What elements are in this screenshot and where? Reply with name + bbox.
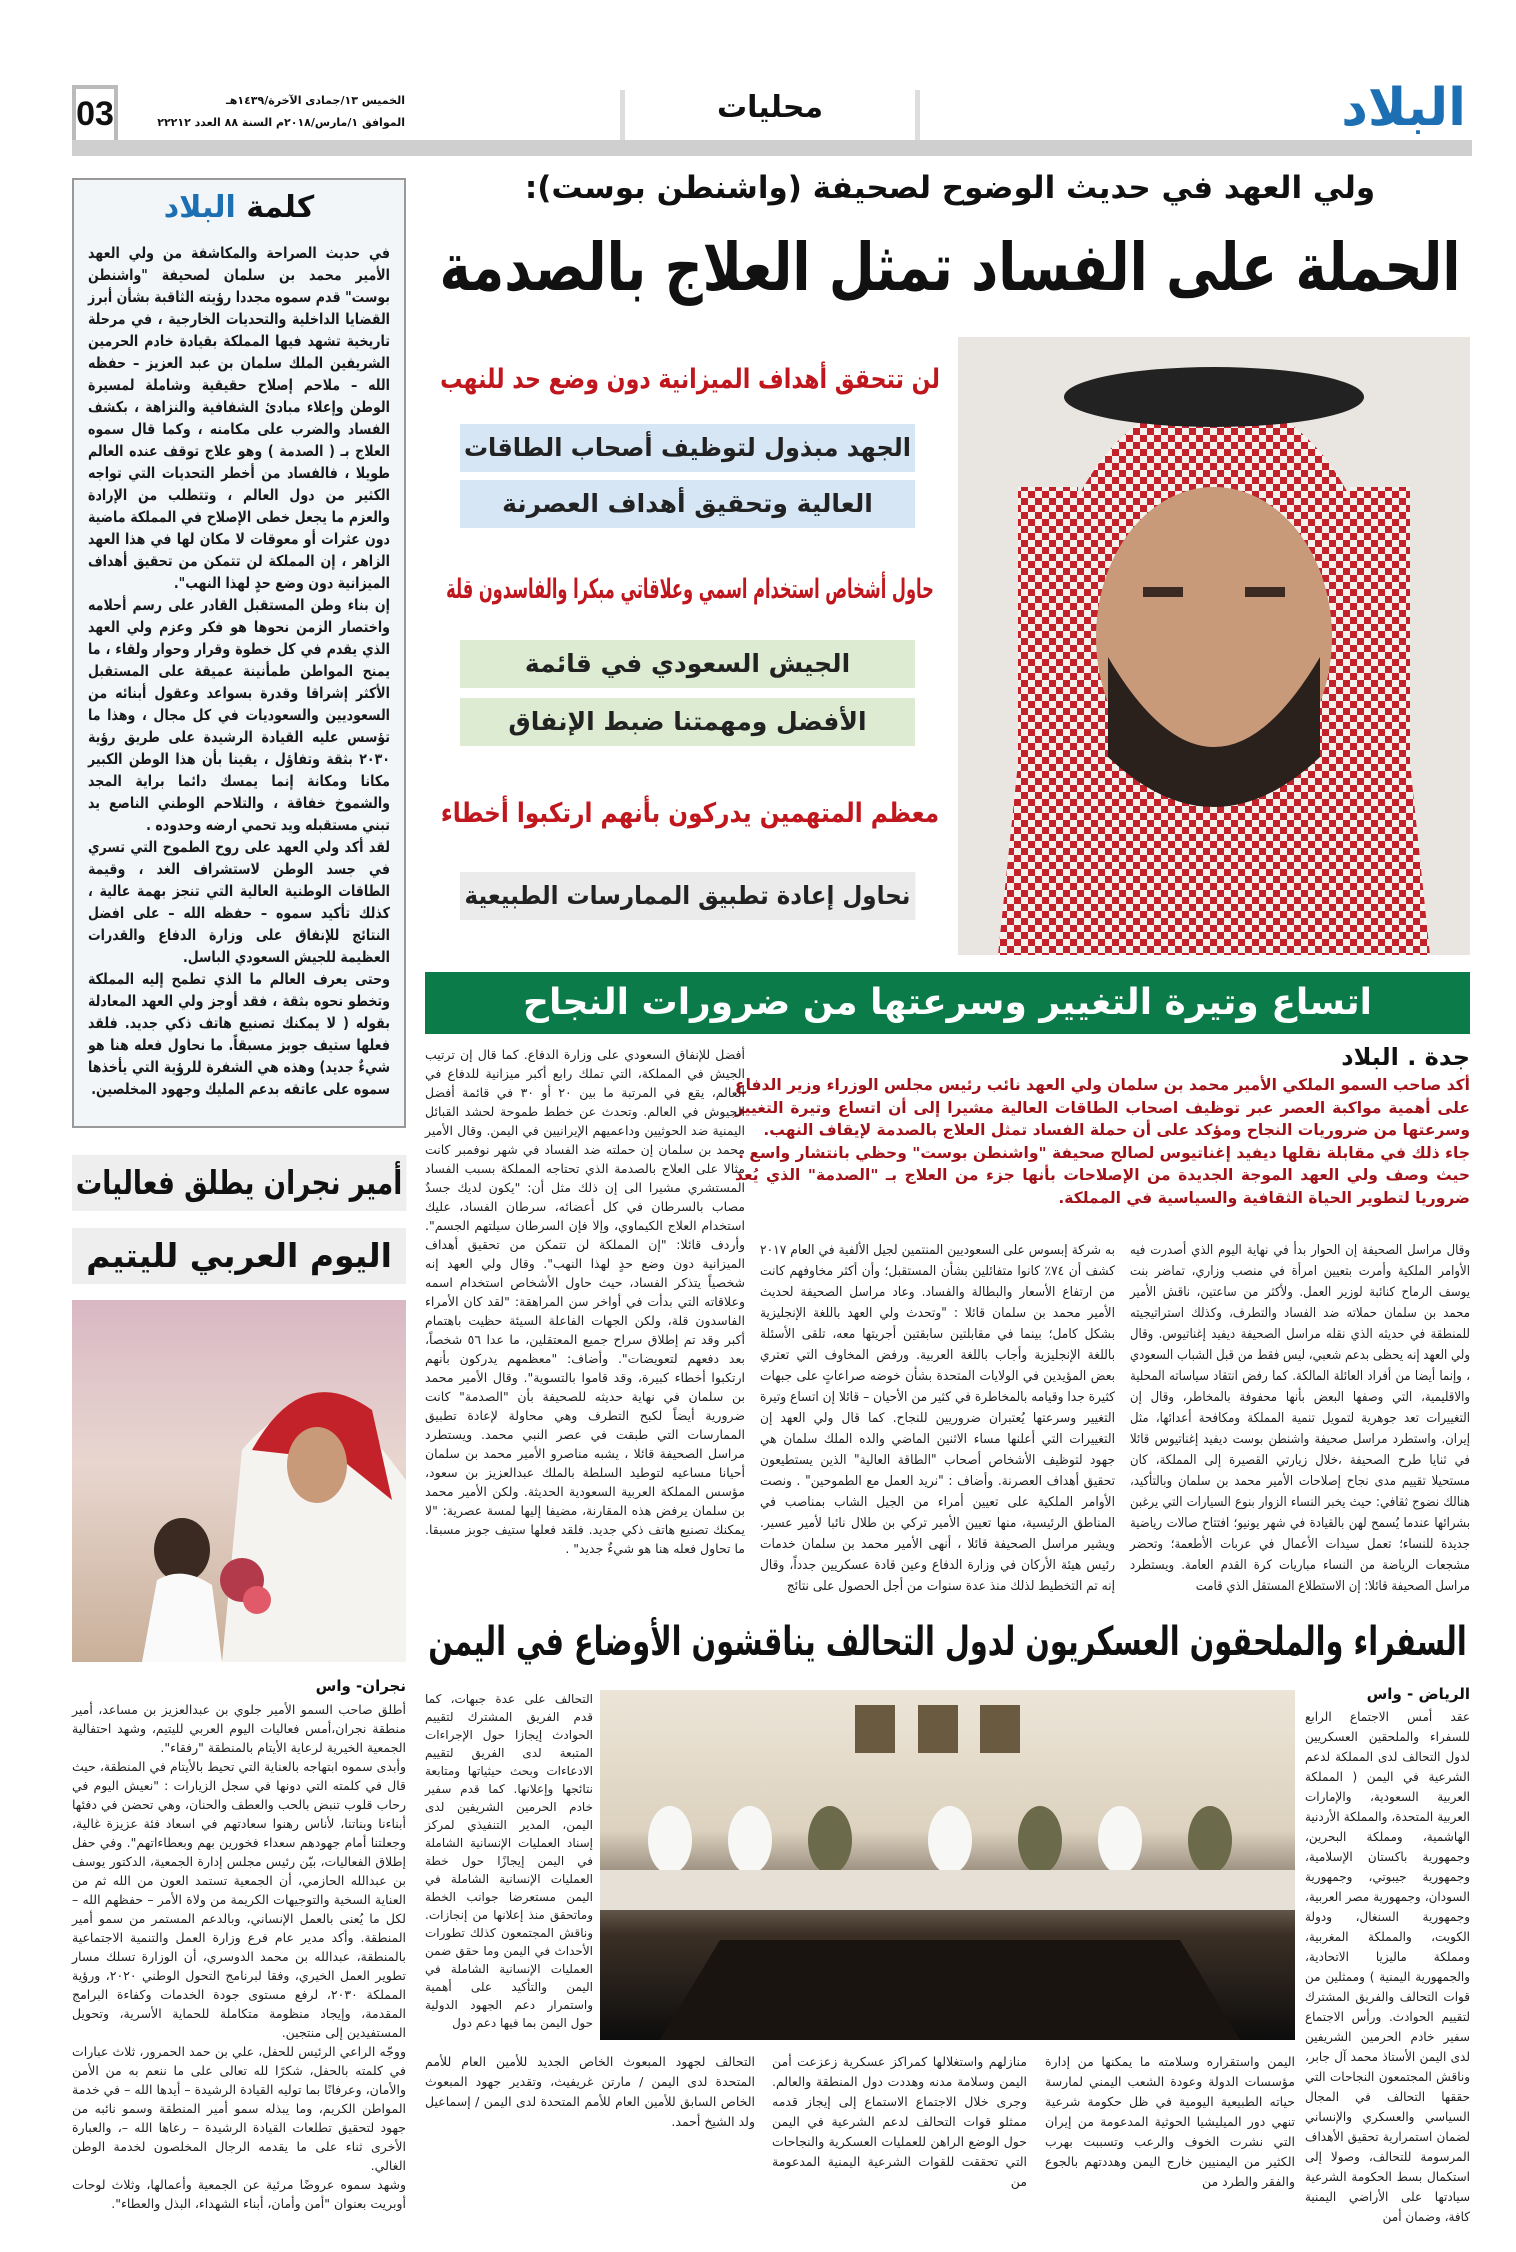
story-column: وقال مراسل الصحيفة إن الحوار بدأ في نهاية اليوم الذي أصدرت فيه الأوامر الملكية وأمرت بتعيين امرأة في منصب وزاري، تماضر بنت يوسف الرماح كنائبة لوزير العمل. ولأكثر من ساعتين، ناقش الأمير محمد بن سلمان حملاته ضد الفساد والتطرف، وكذلك استراتيجيته للمنطقة في حديثه الذي نقله مراسل الصحيفة ديفيد إغناتيوس. وقال ولي العهد إنه يحظى بدعم شعبي، ليس فقط من قبل الشباب السعودي ، وإنما أيضا من أفراد العائلة المالكة. كما رفض انتقاد سياساته المحلية والاقليمية، التي وصفها البعض بأنها محفوفة بالمخاطر، وقال إن التغييرات تعد جوهرية لتمويل تنمية المملكة ومكافحة أعدائها، مثل إيران. واستطرد مراسل صحيفة واشنطن بوست ديفيد إغناتيوس قائلا في ثنايا طرح الصحيفة ،خلال زيارتي القصيرة إلى المملكة، كان مستحيلا تقييم مدى نجاح إصلاحات الأمير محمد بن سلمان وبالتأكيد، هنالك نضوج ثقافي: حيث يخبر النساء الزوار بنوع السيارات التي يرغبن بشرائها عندما يُسمح لهن بالقيادة في شهر يونيو؛ افتتاح صالات رياضية جديدة للنساء؛ تعمل سيدات الأعمال في عربات الأطعمة؛ وتحضر مشجعات الرياضة من النساء مباريات كرة القدم العامة. ويستطرد مراسل الصحيفة قائلا: إن الاستطلاع المستقل الذي قامت <box>1130 1243 1470 1594</box>
coalition-meeting-photo <box>600 1690 1295 2040</box>
story-banner: اتساع وتيرة التغيير وسرعتها من ضرورات النجاح <box>425 972 1470 1034</box>
editorial-box <box>72 178 406 1128</box>
date-issue: الموافق ١/مارس/٢٠١٨م السنة ٨٨ العدد ٢٢٢١٢ <box>157 116 405 129</box>
editorial-body <box>88 242 390 1100</box>
editorial-title-word: كلمة <box>246 190 315 225</box>
main-headline: الحملة على الفساد تمثل العلاج بالصدمة <box>439 229 1461 306</box>
najran-dateline: نجران- واس <box>315 1677 406 1695</box>
najran-headline-1: أمير نجران يطلق فعاليات <box>72 1155 406 1211</box>
najran-paragraph: وأبدى سموه ابتهاجه بالعناية التي تحيط بالأيتام في المنطقة، حيث قال في كلمته التي دونها في سجل الزيارات : "نعيش اليوم في رحاب قلوب تنبض بالحب والعطف والحنان، وهي تحضن في دفئها أبناءنا وبناتنا، لأناس رهنوا سعادتهم في اسعاد فئة عزيزة غالية، وجعلتنا أمام جهودهم سعداء فخورين بهم وبعطاءاتهم". وفي حفل إطلاق الفعاليات، بيّن رئيس مجلس إدارة الجمعية، الدكتور يوسف بن عبدالله الحازمي، أن الجمعية تستمد العون من الله ثم من العناية السخية والتوجيهات الكريمة من ولاة الأمر – حفظهم الله – لكل ما يُعنى بالعمل الإنساني، وبالدعم المستمر من سمو أمير المنطقة. وأكد مدير عام فرع وزارة العمل والتنمية الاجتماعية بالمنطقة، عبدالله بن محمد الدوسري، أن الوزارة تسلك مسار تطوير العمل الخيري، وفقا لبرنامج التحول الوطني ٢٠٢٠، ورؤية المملكة ٢٠٣٠، لرفع مستوى جودة الخدمات وكفاءة البرامج المقدمة، وإيجاد منظومة متكاملة للحماية الأسرية، وتحويل المستفيدين إلى منتجين. <box>72 1759 406 2040</box>
coalition-column: عقد أمس الاجتماع الرابع للسفراء والملحقين العسكريين لدول التحالف لدى المملكة لدعم الشرعية في اليمن ( المملكة العربية السعودية، والإمارات العربية المتحدة، والمملكة الأردنية الهاشمية، ومملكة البحرين، وجمهورية باكستان الإسلامية، وجمهورية جيبوتي، وجمهورية السودان، وجمهورية مصر العربية، وجمهورية السنغال، ودولة الكويت، والمملكة المغربية، ومملكة ماليزيا الاتحادية، والجمهورية اليمنية ) وممثلين من قوات التحالف والفريق المشترك لتقييم الحوادث. ورأس الاجتماع سفير خادم الحرمين الشريفين لدى اليمن الأستاذ محمد آل جابر، وناقش المجتمعون النجاحات التي حققها التحالف في المجال السياسي والعسكري والإنساني لضمان استمرارية تحقيق الأهداف المرسومة للتحالف، وصولا إلى استكمال بسط الحكومة الشرعية سيادتها على الأراضي اليمنية كافة، وضمان أمن <box>1305 1709 1470 2224</box>
story-column: به شركة إبسوس على السعوديين المنتمين لجيل الألفية في العام ٢٠١٧ كشف أن ٧٤٪ كانوا متفائلين بشأن المستقبل؛ وأن أكثر مخاوفهم كانت من ارتفاع الأسعار والبطالة والفساد. وعاد مراسل الصحيفة لحديث الأمير محمد بن سلمان قائلا : "وتحدث ولي العهد باللغة الإنجليزية بشكل كامل؛ بينما في مقابلتين سابقتين أجريتها معه، تلقى الأسئلة باللغة الإنجليزية وأجاب باللغة العربية. ورفض المخاوف التي تعتري بعض المؤيدين في الولايات المتحدة بشأن خوضه صراعاتٍ على جبهات كثيرة جدا وقيامه بالمخاطرة في كثير من الأحيان – قائلا إن اتساع وتيرة التغيير وسرعتها يُعتبران ضروريين للنجاح. كما قال ولي العهد إن التغييرات التي أعلنها مساء الاثنين الماضي والده الملك سلمان هي جهود لتوظيف الأشخاص أصحاب "الطاقة العالية" الذين يستطيعون تحقيق أهداف العصرنة. وأضاف : "نريد العمل مع الطموحين" . ونصت الأوامر الملكية على تعيين أمراء من الجيل الشاب بمناصب في المناطق الرئيسية، منها تعيين الأمير تركي بن طلال نائبا لأمير عسير. ويشير مراسل الصحيفة قائلا ، أنهى الأمير محمد بن سلمان خدمات رئيس هيئة الأركان في وزارة الدفاع وعين قادة عسكريين جدداً، وقال إنه تم التخطيط لذلك منذ عدة سنوات من أجل الحصول على نتائج <box>760 1243 1115 1594</box>
najran-paragraph: ووجّه الراعي الرئيس للحفل، علي بن حمد الحمرور، ثلاث عبارات في كلمته بالحفل، شكرًا لله تعالى على ما ننعم به من الأمن والأمان، وعرفانًا بما توليه القيادة الرشيدة – أيدها الله – في خدمة المواطن الكريم، وما يبذله سمو أمير المنطقة وسمو نائبه من جهود لتحقيق تطلعات القيادة الرشيدة – رعاها الله –، والعبارة الأخرى ثناء على ما يقدمه الرجال المخلصون لخدمة الوطن الغالي. <box>72 2044 406 2173</box>
pull-quote: معظم المتهمين يدركون بأنهم ارتكبوا أخطاء <box>440 798 940 829</box>
editorial-logo: البلاد <box>163 190 236 225</box>
story-dateline: جدة . البلاد <box>1341 1043 1470 1071</box>
coalition-column: التحالف على عدة جبهات، كما قدم الفريق المشترك لتقييم الحوادث إيجازا حول الإجراءات المتبعة لدى الفريق لتقييم الادعاءات وبحث حيثياتها ومتابعة نتائجها وإعلانها. كما قدم سفير خادم الحرمين الشريفين لدى اليمن، المدير التنفيذي لمركز إسناد العمليات الإنسانية الشاملة في اليمن إيجازًا حول خطة العمليات الإنسانية الشاملة في اليمن مستعرضا جوانب الخطة وماتحقق منذ إعلانها من إنجازات. وناقش المجتمعون كذلك تطورات الأحداث في اليمن وما حقق ضمن العمليات الإنسانية الشاملة في اليمن والتأكيد على أهمية واستمرار دعم الجهود الدولية حول اليمن بما فيها دعم دول <box>425 1692 593 2030</box>
section-title: محليات <box>620 90 920 140</box>
story-lead <box>735 1074 1470 1209</box>
lead-paragraph: أكد صاحب السمو الملكي الأمير محمد بن سلمان ولي العهد نائب رئيس مجلس الوزراء وزير الدفاع على أهمية مواكبة العصر عبر توظيف اصحاب الطاقات العالية مشيرا إلى أن اتساع وتيرة التغيير وسرعتها من ضروريات النجاح ومؤكد على أن حملة الفساد تمثل العلاج بالصدمة لإيقاف النهب. <box>735 1076 1470 1139</box>
pull-quote-box: الأفضل ومهمتنا ضبط الإنفاق <box>460 698 915 746</box>
najran-body <box>72 1700 406 2213</box>
pull-quote-box: نحاول إعادة تطبيق الممارسات الطبيعية <box>460 872 915 920</box>
date-hijri: الخميس ١٣/جمادى الآخرة/١٤٣٩هـ <box>225 94 405 107</box>
main-kicker: ولي العهد في حديث الوضوح لصحيفة (واشنطن بوست): <box>524 170 1376 206</box>
lead-paragraph: حيث وصف ولي العهد الموجة الجديدة من الإصلاحات بأنها جزء من العلاج بـ "الصدمة" الذي يُعد ضروريا لتطوير الحياة الثقافية والسياسية في المملكة. <box>735 1166 1470 1207</box>
najran-event-photo <box>72 1300 406 1662</box>
najran-paragraph: أطلق صاحب السمو الأمير جلوي بن عبدالعزيز بن مساعد، أمير منطقة نجران،أمس فعاليات اليوم العربي لليتيم، وشهد احتفالية الجمعية الخيرية لرعاية الأيتام بالمنطقة "رفقاء". <box>72 1702 406 1755</box>
editorial-paragraph: لقد أكد ولي العهد على روح الطموح التي تسري في جسد الوطن لاستشراف الغد ، وقيمة الطاقات الوطنية العالية التي تنجز بهمة عالية ، كذلك تأكيد سموه – حفظه الله – على افضل النتائج للإنفاق على وزارة الدفاع والقدرات العظيمة للجيش السعودي الباسل. <box>88 838 390 966</box>
coalition-dateline: الرياض - واس <box>1366 1685 1470 1703</box>
editorial-paragraph: إن بناء وطن المستقبل القادر على رسم أحلامه واختصار الزمن نحوها هو فكر وعزم ولي العهد الذي يقدم في كل خطوة وقرار وحوار ولقاء ، ما يمنح المواطن طمأنينة عميقة على المستقبل الأكثر إشراقا وقدرة بسواعد وعقول أبنائه من السعوديين والسعوديات في كل مجال ، وهذا ما تؤسس عليه القيادة الرشيدة على طريق رؤية ٢٠٣٠ بثقة وتفاؤل ، يقينا بأن هذا الوطن الكبير مكانا ومكانة إنما يمسك دائما براية المجد والشموخ خفاقة ، والتلاحم الوطني الناصع يد تبني مستقبله ويد تحمي ارضه وحدوده . <box>88 596 390 834</box>
pull-quote-box: العالية وتحقيق أهداف العصرنة <box>460 480 915 528</box>
coalition-column: اليمن واستقراره وسلامته ما يمكنها من إدارة مؤسسات الدولة وعودة الشعب اليمني لمارسة حياته الطبيعية اليومية في ظل حكومة شرعية تنهي دور الميليشيا الحوثية المدعومة من إيران التي نشرت الخوف والرعب وتسببت بهرب الكثير من اليمنيين خارج اليمن وهددتهم بالجوع والفقر والطرد من <box>1045 2054 1295 2189</box>
editorial-paragraph: وحتى يعرف العالم ما الذي تطمح إليه المملكة وتخطو نحوه بثقة ، فقد أوجز ولي العهد المعادلة بقوله ( لا يمكنك تصنيع هاتف ذكي جديد. فلقد فعلها ستيف جوبز مسبقاً. ما نحاول فعله هنا هو شيءٌ جديد) وهذه هي الشفرة للرؤية التي يأخذها سموه على عاتقه بدعم المليك وجهود المخلصين. <box>88 970 390 1098</box>
coalition-column: التحالف لجهود المبعوث الخاص الجديد للأمين العام للأمم المتحدة لدى اليمن / مارتن غريفيث، وتقدير جهود المبعوث الخاص السابق للأمين العام للأمم المتحدة لدى اليمن / إسماعيل ولد الشيخ أحمد. <box>425 2054 755 2129</box>
pull-quote: حاول أشخاص استخدام اسمي وعلاقاتي مبكرا والفاسدون قلة <box>446 574 934 605</box>
issue-date <box>125 90 405 134</box>
coalition-column: منازلهم واستغلالها كمراكز عسكرية زعزعت أمن اليمن وسلامة مدنه وهددت دول المنطقة والعالم. وجرى خلال الاجتماع الاستماع إلى إيجاز قدمه ممثلو قوات التحالف لدعم الشرعية في اليمن حول الوضع الراهن للعمليات العسكرية والنجاحات التي تحققت للقوات الشرعية اليمنية المدعومة من <box>772 2054 1027 2189</box>
pull-quote-box: الجيش السعودي في قائمة <box>460 640 915 688</box>
editorial-title <box>74 188 404 228</box>
header-divider <box>72 140 1472 156</box>
pull-quote-box: الجهد مبذول لتوظيف أصحاب الطاقات <box>460 424 915 472</box>
page-number: 03 <box>72 85 118 140</box>
lead-paragraph: جاء ذلك في مقابلة نقلها ديفيد إغناتيوس لصالح صحيفة "واشنطن بوست" وحظي بانتشار واسع . <box>738 1143 1470 1162</box>
coalition-headline: السفراء والملحقون العسكريون لدول التحالف يناقشون الأوضاع في اليمن <box>428 1619 1467 1665</box>
newspaper-logo: البلاد <box>1341 78 1466 138</box>
najran-headline-2: اليوم العربي لليتيم <box>72 1228 406 1284</box>
pull-quote: لن تتحقق أهداف الميزانية دون وضع حد للنهب <box>440 364 940 395</box>
crown-prince-photo <box>958 337 1470 955</box>
editorial-paragraph: في حديث الصراحة والمكاشفة من ولي العهد الأمير محمد بن سلمان لصحيفة "واشنطن بوست" قدم سموه مجددا رؤيته الثاقبة بشأن أبرز القضايا الداخلية والتحديات الخارجية ، في مرحلة تاريخية تشهد فيها المملكة بقيادة خادم الحرمين الشريفين الملك سلمان بن عبد العزيز – حفظه الله – ملاحم إصلاح حقيقية وشاملة لمسيرة الوطن وإعلاء مبادئ الشفافية والنزاهة ، بكشف الفساد والضرب على مكامنه ، وكما قال سموه العلاج بـ ( الصدمة ) وهو علاج توقف عنده العالم طويلا ، فالفساد من أخطر التحديات التي تواجه الكثير من دول العالم ، وتتطلب من الإرادة والعزم ما يجعل خطى الإصلاح في المملكة ماضية دون عثرات أو معوقات لا مكان لها في هذا العهد الزاهر ، إن المملكة لن تتمكن من تحقيق أهداف الميزانية دون وضع حدٍ لهذا النهب". <box>88 244 390 592</box>
najran-paragraph: وشهد سموه عروضًا مرئية عن الجمعية وأعمالها، وثلاث لوحات أوبريت بعنوان "أمن وأمان، أبناء الشهداء، البذل والعطاء". <box>72 2177 406 2211</box>
story-column: أفضل للإنفاق السعودي على وزارة الدفاع. كما قال إن ترتيب الجيش في المملكة، التي تملك رابع أكبر ميزانية للدفاع في العالم، يقع في المرتبة ما بين ٢٠ أو ٣٠ في قائمة أفضل الجيوش في العالم. وتحدث عن خطط طموحة لحشد القبائل اليمنية ضد الحوثيين وداعميهم الإيرانيين في اليمن. وقال الأمير محمد بن سلمان إن حملته ضد الفساد في شهر نوفمبر كانت مثالا على العلاج بالصدمة الذي تحتاجه المملكة بسبب الفساد المستشري مشيرا الى إن ذلك مثل أن: "يكون لديك جسدٌ مصاب بالسرطان في كل أعضائه، سرطان الفساد، عليك استخدام العلاج الكيماوي، وإلا فإن السرطان سيلتهم الجسم". وأردف قائلا: "إن المملكة لن تتمكن من تحقيق أهداف الميزانية دون وضع حدٍ لهذا النهب". وقال ولي العهد إنه شخصياً يتذكر الفساد، حيث حاول الأشخاص استخدام اسمه وعلاقاته التي بدأت في أواخر سن المراهقة: "لقد كان الأمراء الفاسدون قلة، ولكن الجهات الفاعلة السيئة حظيت باهتمام أكبر وقد تم إطلاق سراح جميع المعتقلين، ما عدا ٥٦ شخصاً، بعد دفعهم لتعويضات". وأضاف: "معظمهم يدركون بأنهم ارتكبوا أخطاء كبيرة، وقد قاموا بالتسوية". وقال الأمير محمد بن سلمان في نهاية حديثه للصحيفة بأن "الصدمة" كانت ضرورية أيضاً لكبح التطرف وهي محاولة لإعادة تطبيق الممارسات التي طبقت في عصر النبي محمد. ويستطرد مراسل الصحيفة قائلا ، يشبه مناصرو الأمير محمد بن سلمان أحيانا مساعيه لتوطيد السلطة بالملك عبدالعزيز بن سعود، مؤسس المملكة العربية السعودية الحديثة. ولكن الأمير محمد بن سلمان يرفض هذه المقارنة، مضيفا إليها لمسة عصرية: "لا يمكنك تصنيع هاتف ذكي جديد. فلقد فعلها ستيف جوبز مسبقا. ما تحاول فعله هنا هو شيءٌ جديد" . <box>425 1047 746 1556</box>
